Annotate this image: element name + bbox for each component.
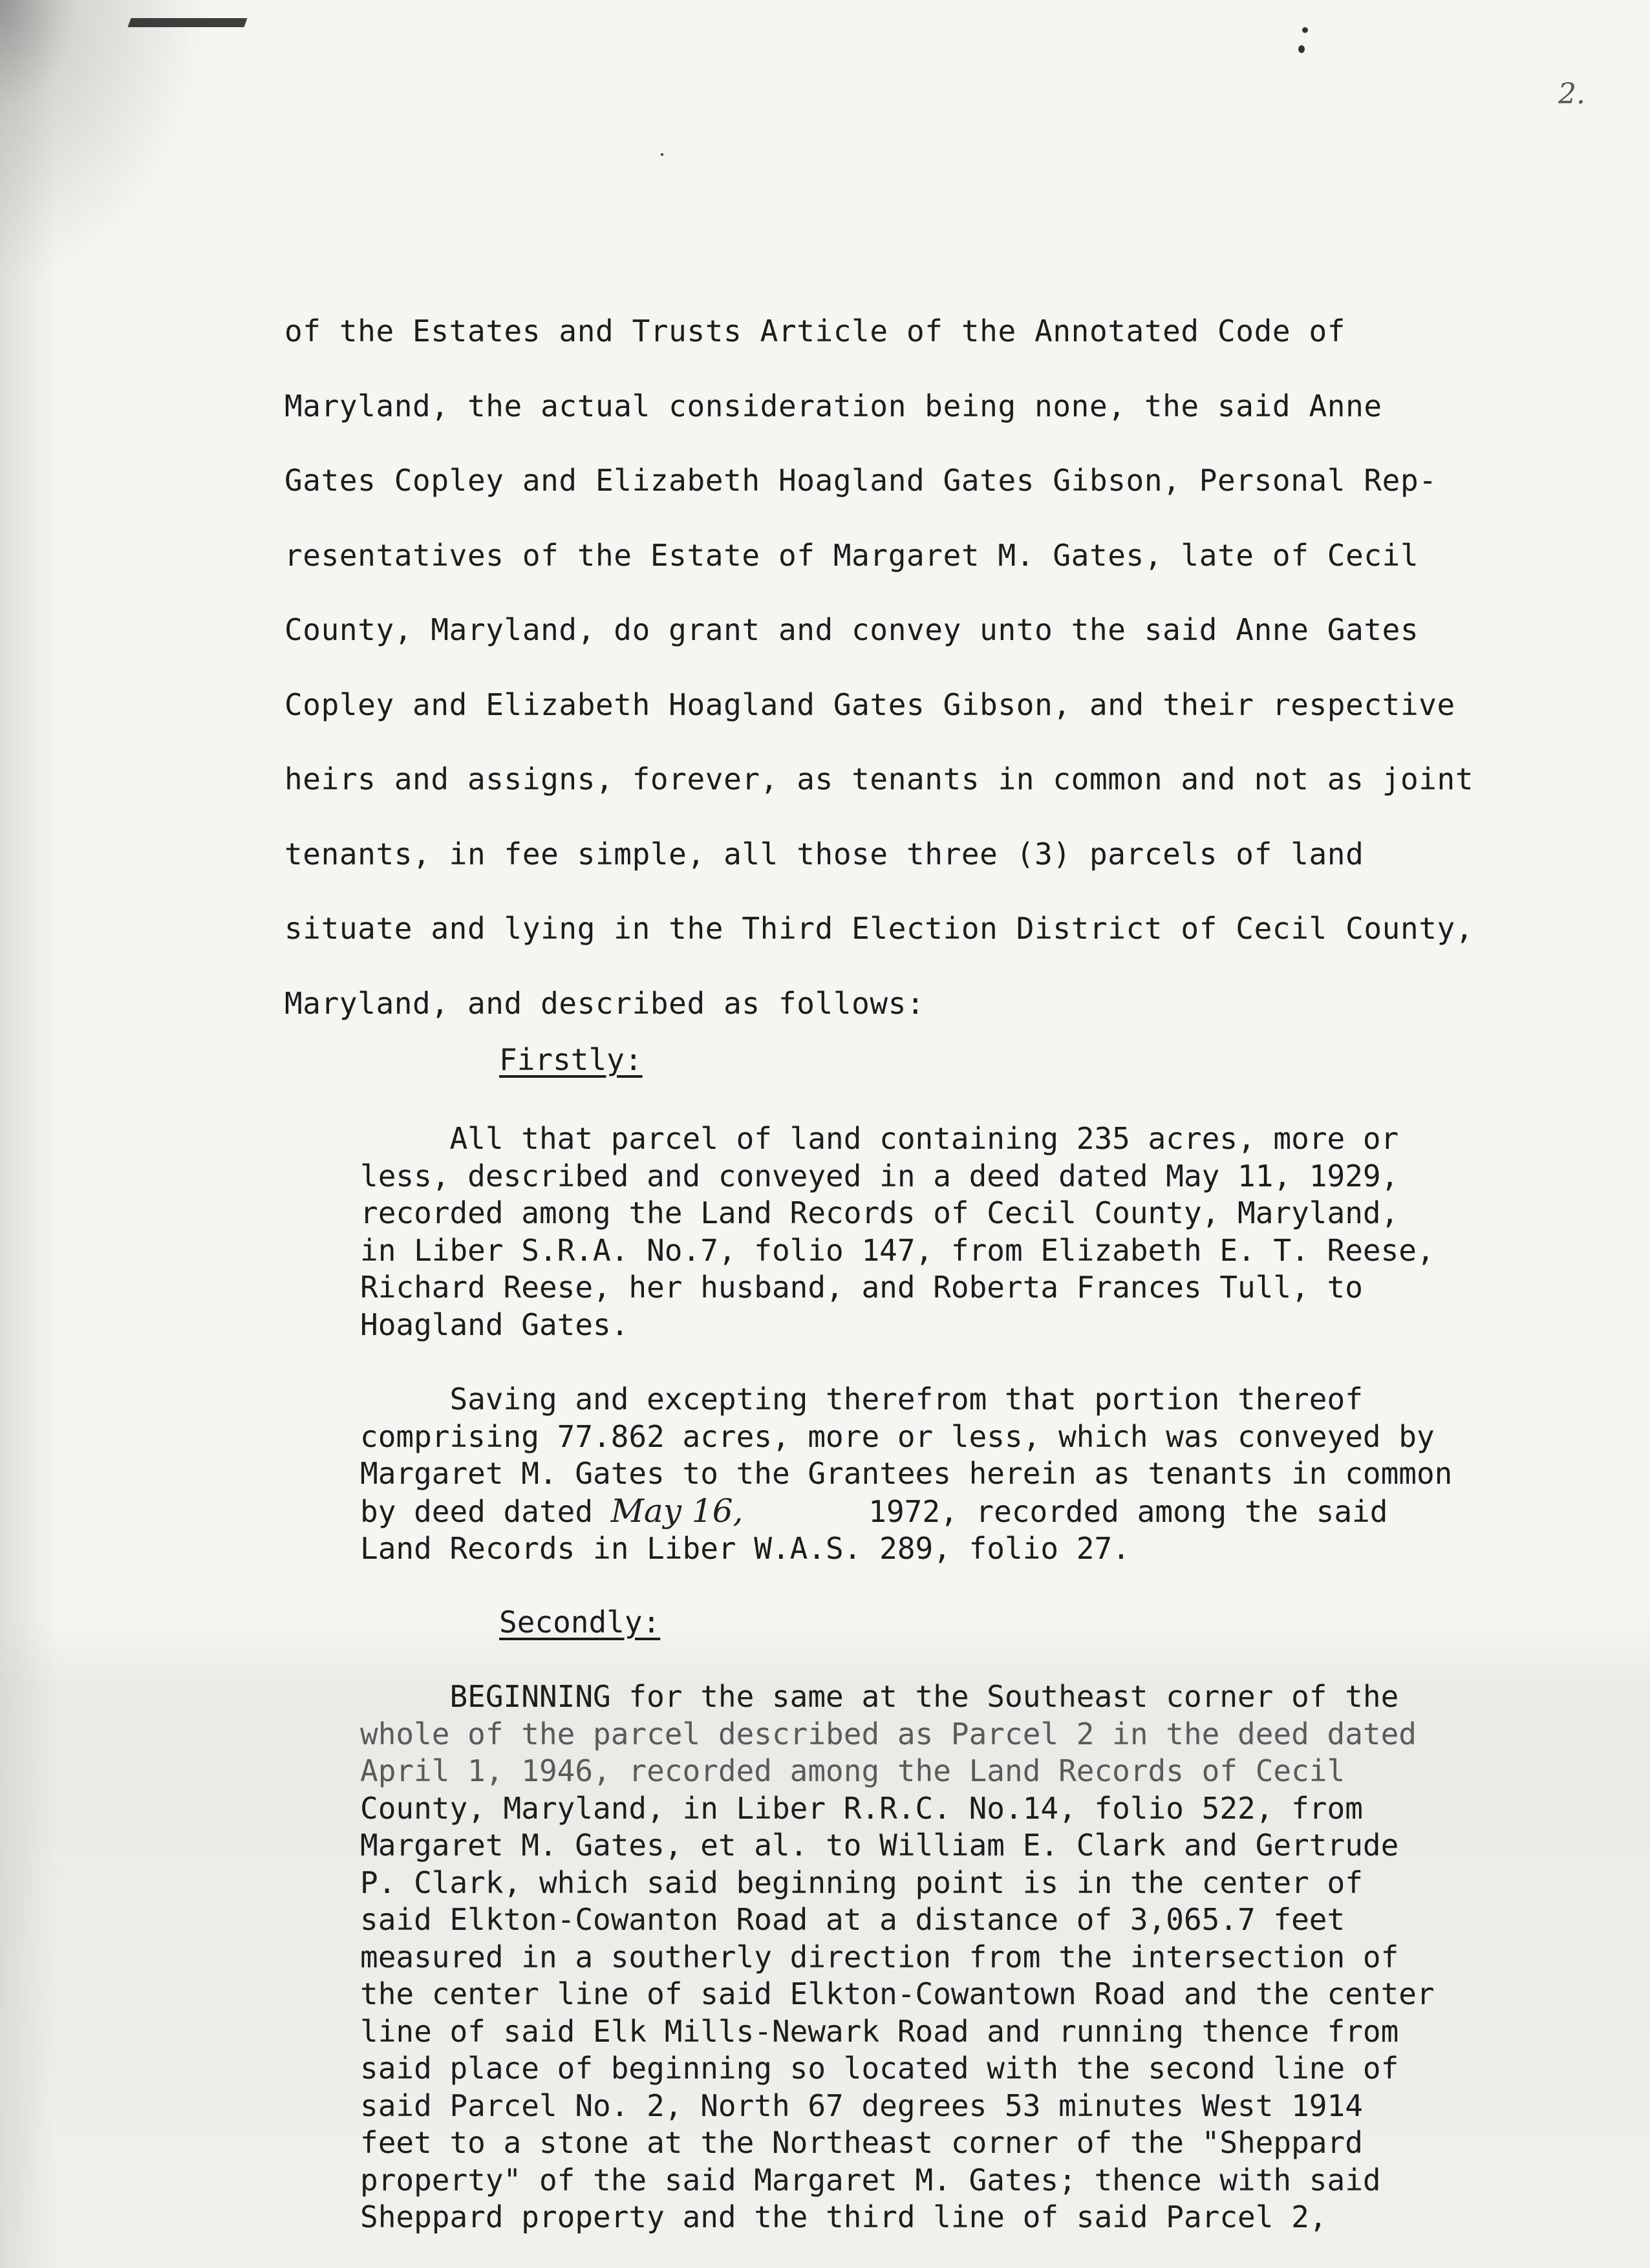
secondly-line: said place of beginning so located with the second line of xyxy=(360,2051,1399,2086)
firstly-p1-line: All that parcel of land containing 235 acres, more or xyxy=(360,1121,1399,1156)
intro-line: Maryland, the actual consideration being none, the said Anne xyxy=(284,388,1382,423)
firstly-p1-line: in Liber S.R.A. No.7, folio 147, from Elizabeth E. T. Reese, xyxy=(360,1232,1435,1268)
secondly-line: Margaret M. Gates, et al. to William E. Clark and Gertrude xyxy=(360,1828,1399,1863)
firstly-heading-text: Firstly xyxy=(499,1042,625,1077)
secondly-line: line of said Elk Mills-Newark Road and running thence from xyxy=(360,2013,1399,2049)
secondly-paragraph xyxy=(360,1678,1621,2236)
firstly-p1-line: Richard Reese, her husband, and Roberta Frances Tull, to xyxy=(360,1270,1363,1305)
secondly-line: measured in a southerly direction from the intersection of xyxy=(360,1939,1399,1974)
intro-line: of the Estates and Trusts Article of the Annotated Code of xyxy=(284,314,1346,348)
deed-date-suffix: 1972, recorded among the said xyxy=(743,1493,1388,1529)
firstly-p2-line: comprising 77.862 acres, more or less, which was conveyed by xyxy=(360,1418,1435,1454)
scan-speck xyxy=(1298,45,1305,53)
intro-line: resentatives of the Estate of Margaret M. Gates, late of Cecil xyxy=(284,537,1419,573)
deed-date-prefix: by deed dated xyxy=(360,1493,611,1529)
secondly-line: property" of the said Margaret M. Gates; thence with said xyxy=(360,2162,1381,2198)
page-number: 2. xyxy=(1558,78,1585,111)
firstly-p2-line: Saving and excepting therefrom that portion thereof xyxy=(360,1382,1363,1417)
secondly-heading-text: Secondly xyxy=(499,1605,643,1640)
intro-line: situate and lying in the Third Election District of Cecil County, xyxy=(284,911,1474,946)
firstly-p1-line: less, described and conveyed in a deed dated May 11, 1929, xyxy=(360,1158,1399,1193)
firstly-p1-line: Hoagland Gates. xyxy=(360,1307,629,1342)
firstly-heading xyxy=(499,1042,643,1077)
secondly-line: April 1, 1946, recorded among the Land Records of Cecil xyxy=(360,1753,1345,1788)
intro-line: County, Maryland, do grant and convey unto the said Anne Gates xyxy=(284,612,1419,647)
secondly-heading xyxy=(499,1605,660,1640)
secondly-line: the center line of said Elkton-Cowantown Road and the center xyxy=(360,1976,1435,2011)
firstly-p2-line: Margaret M. Gates to the Grantees herein as tenants in common xyxy=(360,1456,1453,1491)
firstly-p2-line: Land Records in Liber W.A.S. 289, folio 27. xyxy=(360,1531,1130,1566)
secondly-line: feet to a stone at the Northeast corner of the "Sheppard xyxy=(360,2125,1363,2160)
scan-speck xyxy=(661,153,663,156)
secondly-line: BEGINNING for the same at the Southeast corner of the xyxy=(360,1679,1399,1714)
intro-line: Gates Copley and Elizabeth Hoagland Gates Gibson, Personal Rep- xyxy=(284,463,1437,498)
firstly-paragraph-2 xyxy=(360,1381,1621,1568)
firstly-heading-colon: : xyxy=(624,1042,643,1077)
secondly-line: whole of the parcel described as Parcel 2 in the deed dated xyxy=(360,1716,1417,1751)
firstly-p1-line: recorded among the Land Records of Cecil County, Maryland, xyxy=(360,1195,1399,1230)
intro-paragraph xyxy=(284,294,1603,1041)
secondly-line: said Elkton-Cowanton Road at a distance of 3,065.7 feet xyxy=(360,1902,1345,1937)
intro-line: Maryland, and described as follows: xyxy=(284,985,925,1021)
firstly-paragraph-1 xyxy=(360,1120,1621,1343)
scan-speck xyxy=(1302,27,1308,33)
firstly-p2-line-deed-date xyxy=(360,1493,1621,1531)
secondly-line: Sheppard property and the third line of said Parcel 2, xyxy=(360,2199,1327,2234)
secondly-line: County, Maryland, in Liber R.R.C. No.14, folio 522, from xyxy=(360,1790,1363,1826)
handwritten-date: May 16, xyxy=(610,1492,744,1530)
intro-line: heirs and assigns, forever, as tenants in common and not as joint xyxy=(284,762,1474,797)
secondly-line: P. Clark, which said beginning point is in the center of xyxy=(360,1865,1363,1900)
intro-line: Copley and Elizabeth Hoagland Gates Gibson, and their respective xyxy=(284,687,1455,722)
secondly-line: said Parcel No. 2, North 67 degrees 53 minutes West 1914 xyxy=(360,2088,1363,2123)
secondly-heading-colon: : xyxy=(642,1605,661,1640)
scan-corner-mark xyxy=(127,18,247,27)
intro-line: tenants, in fee simple, all those three (3) parcels of land xyxy=(284,836,1364,872)
